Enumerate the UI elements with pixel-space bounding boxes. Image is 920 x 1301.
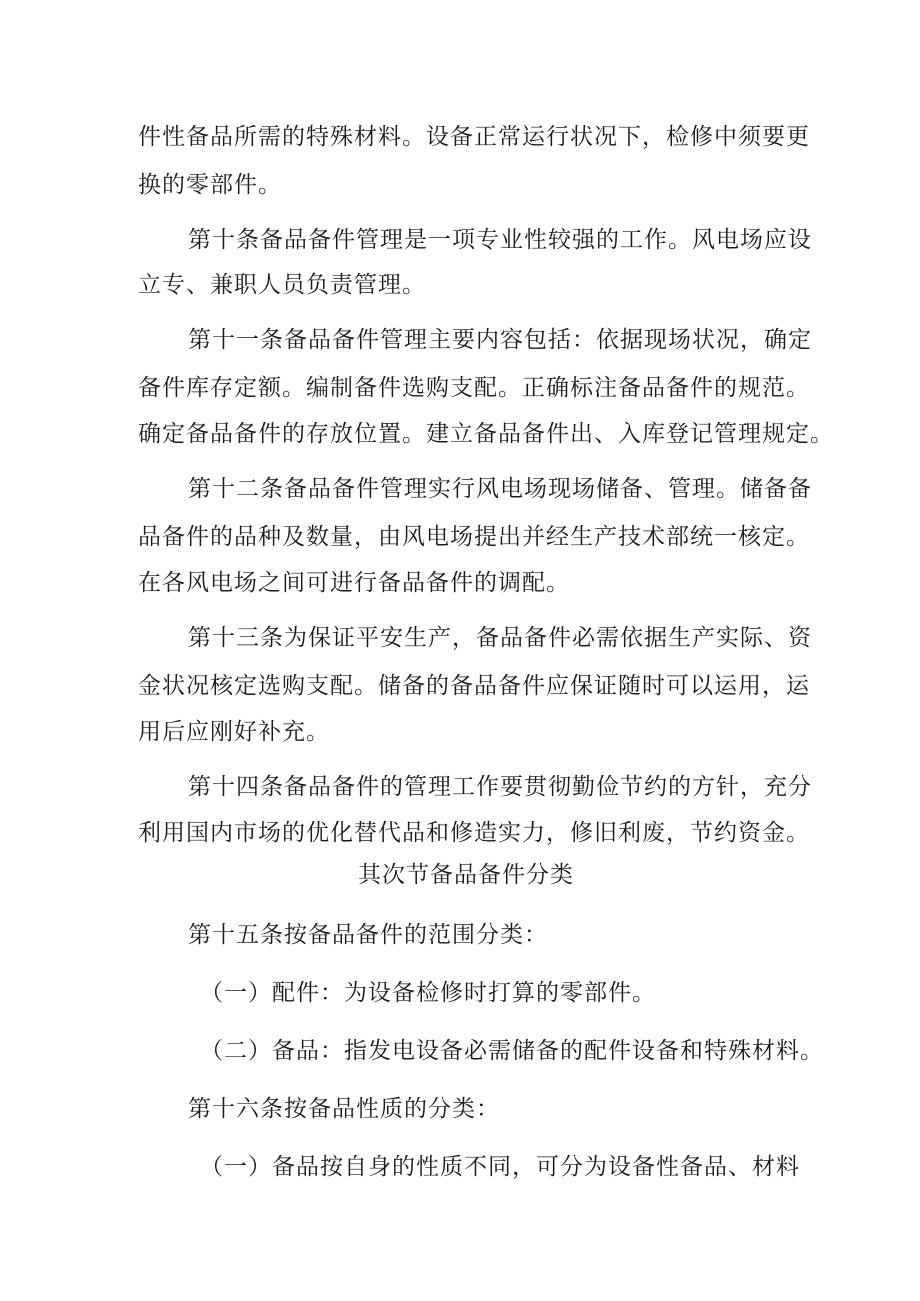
section-heading: 其次节备品备件分类	[358, 862, 574, 888]
text-line: 第十五条按备品备件的范围分类：	[188, 922, 548, 948]
text-line: （一）备品按自身的性质不同，可分为设备性备品、材料	[200, 1154, 800, 1180]
text-line: 第十条备品备件管理是一项专业性较强的工作。风电场应设	[188, 227, 812, 253]
text-line: 确定备品备件的存放位置。建立备品备件出、入库登记管理规定。	[138, 421, 834, 447]
text-line: （一）配件：为设备检修时打算的零部件。	[200, 980, 656, 1006]
text-line: 备件库存定额。编制备件选购支配。正确标注备品备件的规范。	[138, 375, 810, 401]
text-line: 换的零部件。	[138, 172, 282, 198]
text-line: 第十四条备品备件的管理工作要贯彻勤俭节约的方针，充分	[188, 774, 812, 800]
text-line: 立专、兼职人员负责管理。	[138, 272, 426, 298]
text-line: 利用国内市场的优化替代品和修造实力，修旧利废，节约资金。	[138, 820, 810, 846]
text-line: 第十一条备品备件管理主要内容包括：依据现场状况，确定	[188, 327, 812, 353]
text-line: 第十六条按备品性质的分类：	[188, 1096, 500, 1122]
text-line: 金状况核定选购支配。储备的备品备件应保证随时可以运用，运	[138, 673, 810, 699]
text-line: 在各风电场之间可进行备品备件的调配。	[138, 570, 570, 596]
text-line: 品备件的品种及数量，由风电场提出并经生产技术部统一核定。	[138, 524, 810, 550]
text-line: 件性备品所需的特殊材料。设备正常运行状况下，检修中须要更	[138, 124, 810, 150]
text-line: 第十二条备品备件管理实行风电场现场储备、管理。储备备	[188, 476, 812, 502]
text-line: 第十三条为保证平安生产，备品备件必需依据生产实际、资	[188, 625, 812, 651]
text-line: 用后应刚好补充。	[138, 719, 330, 745]
text-line: （二）备品：指发电设备必需储备的配件设备和特殊材料。	[200, 1038, 824, 1064]
